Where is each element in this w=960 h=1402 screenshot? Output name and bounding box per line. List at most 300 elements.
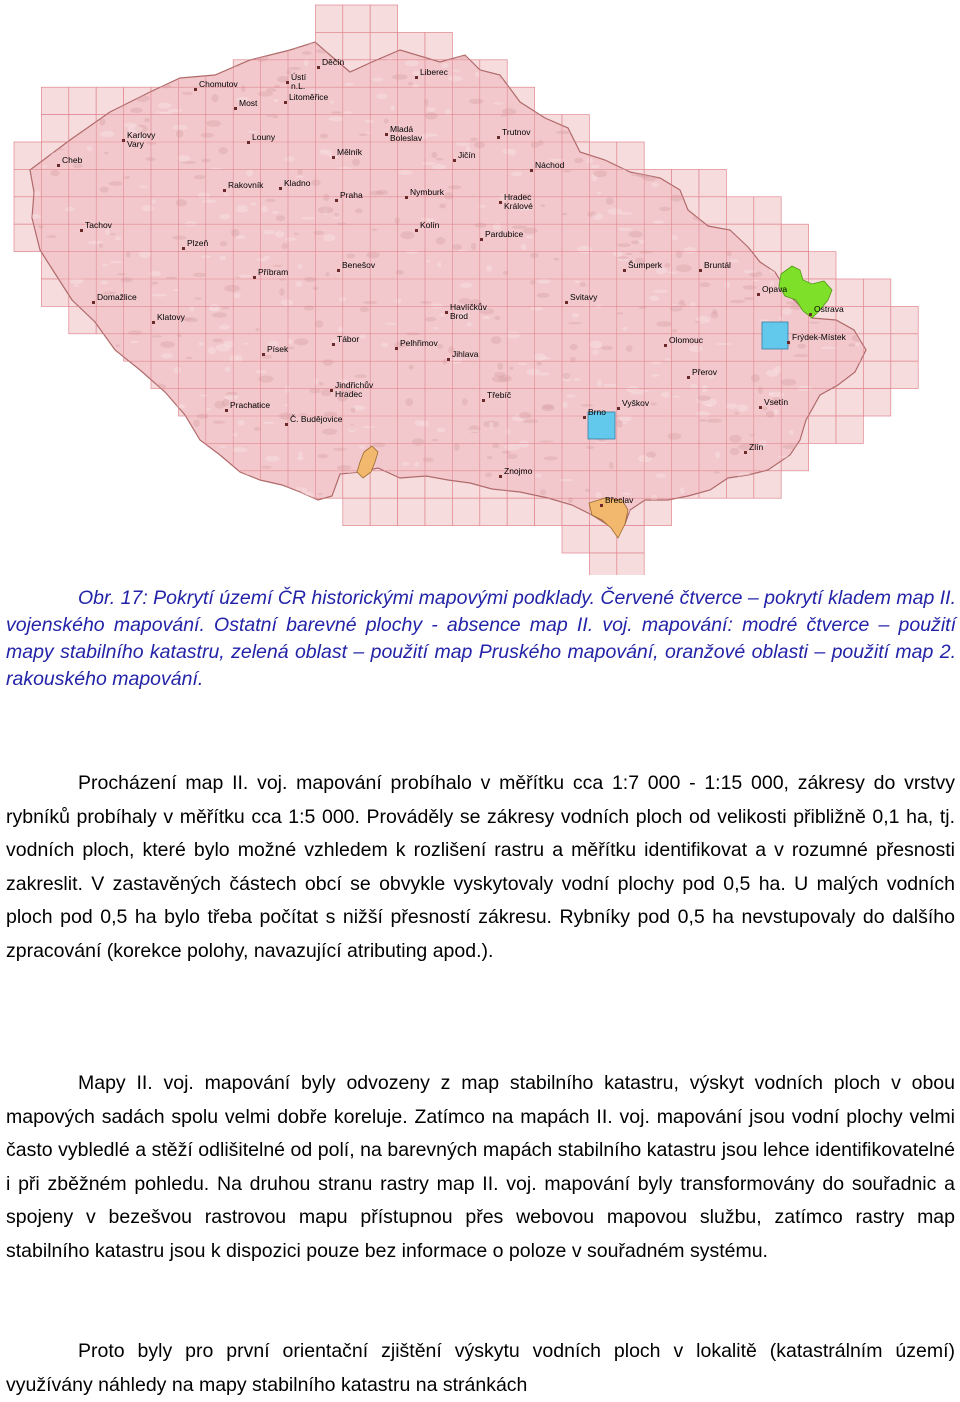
- relief-mark: [628, 231, 642, 237]
- relief-mark: [412, 438, 424, 446]
- relief-mark: [698, 395, 711, 400]
- relief-mark: [459, 283, 472, 288]
- city-marker: [385, 133, 388, 136]
- relief-mark: [492, 443, 499, 448]
- relief-mark: [471, 243, 476, 250]
- relief-mark: [390, 105, 395, 111]
- city-marker: [530, 169, 533, 172]
- city-label: Kolín: [420, 220, 440, 230]
- city-label: Třebíč: [487, 390, 512, 400]
- relief-mark: [743, 285, 757, 290]
- relief-mark: [285, 385, 291, 393]
- relief-mark: [752, 279, 759, 281]
- relief-mark: [493, 102, 503, 105]
- relief-mark: [117, 273, 126, 275]
- relief-mark: [690, 302, 695, 308]
- relief-mark: [265, 456, 279, 462]
- relief-mark: [808, 322, 820, 324]
- relief-mark: [344, 83, 354, 86]
- relief-mark: [334, 213, 339, 217]
- city-label: Vyškov: [622, 398, 650, 408]
- relief-mark: [730, 259, 739, 263]
- relief-mark: [172, 236, 186, 240]
- stable-cadastre-square-north: [762, 322, 788, 349]
- relief-mark: [574, 280, 580, 283]
- relief-mark: [466, 322, 472, 326]
- relief-mark: [603, 384, 619, 387]
- relief-mark: [593, 170, 607, 177]
- relief-mark: [538, 140, 543, 146]
- city-label: Zlín: [749, 442, 764, 452]
- relief-mark: [381, 343, 388, 348]
- relief-mark: [487, 456, 492, 459]
- relief-mark: [246, 169, 253, 176]
- relief-mark: [202, 199, 217, 203]
- relief-mark: [661, 392, 670, 398]
- figure-caption: [6, 585, 956, 693]
- relief-mark: [498, 375, 511, 382]
- relief-mark: [730, 300, 745, 303]
- city-label: Rakovník: [228, 180, 264, 190]
- city-marker: [122, 139, 125, 142]
- relief-mark: [100, 187, 109, 193]
- map-sheet-square: [343, 5, 370, 32]
- relief-mark: [655, 474, 666, 478]
- city-marker: [583, 416, 586, 419]
- map-sheet-square: [69, 87, 96, 114]
- relief-mark: [160, 341, 175, 348]
- city-label: Přerov: [692, 367, 718, 377]
- relief-mark: [139, 185, 148, 188]
- map-sheet-square: [315, 5, 342, 32]
- relief-mark: [541, 405, 554, 411]
- city-marker: [499, 475, 502, 478]
- relief-mark: [590, 165, 599, 168]
- relief-mark: [296, 281, 303, 287]
- relief-mark: [254, 427, 261, 431]
- relief-mark: [700, 282, 711, 287]
- city-marker: [787, 341, 790, 344]
- map-sheet-square: [535, 498, 562, 525]
- relief-mark: [294, 338, 308, 345]
- relief-mark: [586, 446, 594, 449]
- relief-mark: [766, 369, 779, 376]
- relief-mark: [420, 301, 432, 304]
- city-marker: [600, 504, 603, 507]
- relief-mark: [298, 452, 303, 460]
- map-sheet-square: [836, 416, 863, 443]
- city-label: Pardubice: [485, 229, 524, 239]
- map-sheet-square: [754, 197, 781, 224]
- relief-mark: [797, 344, 806, 349]
- relief-mark: [559, 479, 574, 482]
- relief-mark: [385, 323, 398, 325]
- city-label: Opava: [762, 284, 788, 294]
- relief-mark: [128, 330, 142, 334]
- relief-mark: [431, 152, 437, 158]
- relief-mark: [233, 293, 241, 298]
- relief-mark: [518, 441, 529, 448]
- relief-mark: [468, 430, 481, 432]
- relief-mark: [456, 142, 470, 146]
- relief-mark: [359, 134, 368, 136]
- relief-mark: [302, 51, 311, 55]
- relief-mark: [538, 372, 550, 375]
- relief-mark: [224, 285, 239, 292]
- map-sheet-square: [562, 526, 589, 553]
- map-sheet-square: [836, 279, 863, 306]
- relief-mark: [331, 111, 342, 113]
- relief-mark: [333, 448, 347, 451]
- relief-mark: [590, 341, 602, 349]
- relief-mark: [639, 251, 652, 254]
- relief-mark: [436, 158, 444, 160]
- relief-mark: [121, 277, 133, 282]
- relief-mark: [401, 231, 415, 239]
- map-sheet-square: [425, 32, 452, 59]
- city-marker: [447, 358, 450, 361]
- relief-mark: [448, 185, 461, 189]
- relief-mark: [540, 204, 545, 207]
- relief-mark: [646, 452, 656, 458]
- city-marker: [253, 276, 256, 279]
- city-marker: [664, 344, 667, 347]
- relief-mark: [320, 134, 328, 139]
- relief-mark: [462, 398, 468, 405]
- city-marker: [57, 164, 60, 167]
- relief-mark: [789, 430, 794, 435]
- relief-mark: [46, 235, 56, 238]
- relief-mark: [193, 273, 206, 277]
- relief-mark: [495, 316, 500, 320]
- relief-mark: [285, 237, 296, 241]
- map-sheet-square: [809, 252, 836, 279]
- relief-mark: [744, 270, 757, 274]
- map-sheet-square: [809, 416, 836, 443]
- relief-mark: [231, 229, 239, 237]
- relief-mark: [562, 373, 570, 379]
- relief-mark: [758, 386, 763, 394]
- city-marker: [482, 399, 485, 402]
- map-sheet-square: [452, 498, 479, 525]
- city-label: Tachov: [85, 220, 112, 230]
- city-label: Hradec Králové: [504, 192, 533, 211]
- relief-mark: [436, 237, 446, 245]
- relief-mark: [220, 214, 231, 220]
- relief-mark: [568, 322, 582, 324]
- relief-mark: [396, 270, 404, 275]
- map-sheet-square: [343, 32, 370, 59]
- relief-mark: [173, 289, 180, 291]
- relief-mark: [74, 284, 79, 286]
- city-label: Olomouc: [669, 335, 704, 345]
- city-label: Klatovy: [157, 312, 185, 322]
- relief-mark: [427, 107, 435, 111]
- relief-mark: [566, 395, 576, 398]
- relief-mark: [130, 108, 143, 113]
- relief-mark: [151, 335, 162, 337]
- city-label: Domažlice: [97, 292, 137, 302]
- relief-mark: [782, 308, 792, 315]
- relief-mark: [489, 422, 494, 430]
- relief-mark: [432, 439, 438, 441]
- relief-mark: [540, 489, 546, 495]
- relief-mark: [65, 207, 74, 212]
- map-sheet-square: [370, 5, 397, 32]
- city-marker: [497, 136, 500, 139]
- relief-mark: [161, 353, 172, 359]
- relief-mark: [315, 321, 323, 328]
- relief-mark: [213, 421, 225, 424]
- relief-mark: [276, 215, 286, 221]
- relief-mark: [219, 147, 228, 154]
- relief-mark: [667, 433, 681, 440]
- relief-mark: [351, 407, 356, 412]
- relief-mark: [486, 265, 492, 271]
- relief-mark: [619, 212, 632, 214]
- relief-mark: [855, 343, 860, 347]
- relief-mark: [158, 102, 172, 108]
- city-label: Brno: [588, 407, 606, 417]
- map-sheet-square: [891, 334, 918, 361]
- relief-mark: [194, 175, 205, 179]
- relief-mark: [176, 199, 187, 206]
- city-label: Děčín: [322, 57, 345, 67]
- relief-mark: [284, 404, 290, 407]
- relief-mark: [527, 369, 540, 376]
- relief-mark: [213, 338, 223, 342]
- relief-mark: [676, 264, 692, 272]
- relief-mark: [371, 228, 377, 230]
- relief-mark: [198, 192, 210, 199]
- relief-mark: [38, 225, 44, 229]
- city-label: Příbram: [258, 267, 289, 277]
- city-marker: [262, 353, 265, 356]
- relief-mark: [651, 361, 662, 364]
- relief-mark: [670, 195, 682, 202]
- relief-mark: [87, 146, 93, 151]
- relief-mark: [186, 357, 193, 360]
- relief-mark: [193, 420, 200, 427]
- relief-mark: [209, 304, 220, 312]
- city-marker: [194, 88, 197, 91]
- relief-mark: [220, 446, 226, 448]
- relief-mark: [537, 361, 542, 365]
- relief-mark: [706, 419, 722, 423]
- relief-mark: [737, 404, 748, 411]
- city-marker: [699, 269, 702, 272]
- paragraph-text: Mapy II. voj. mapování byly odvozeny z map stabilního katastru, výskyt vodních ploch v obou mapových sadách spolu velmi dobře koreluje. Zatímco na mapách II. voj. mapování jsou vodní plochy velmi často vybledlé a stěží odlišitelné od polí, na barevných mapách stabilního katastru jsou lehce identifikovatelné i při zběžném pohledu. Na druhou stranu rastry map II. voj. mapování byly transformovány do souřadnic a spojeny v bezešvou rastrovou mapu přístupnou přes webovou mapovou službu, zatímco rastry map stabilního katastru jsou k dispozici pouze bez informace o poloze v souřadném systému.: [6, 1072, 955, 1262]
- relief-mark: [413, 84, 419, 89]
- relief-mark: [223, 193, 229, 195]
- city-label: Písek: [267, 344, 289, 354]
- city-marker: [247, 141, 250, 144]
- city-label: Znojmo: [504, 466, 533, 476]
- relief-mark: [50, 170, 59, 176]
- city-marker: [445, 311, 448, 314]
- relief-mark: [281, 299, 293, 306]
- relief-mark: [715, 451, 720, 458]
- relief-mark: [88, 241, 104, 245]
- relief-mark: [518, 363, 528, 366]
- relief-mark: [279, 288, 284, 296]
- relief-mark: [445, 109, 451, 116]
- relief-mark: [392, 74, 408, 79]
- relief-mark: [220, 241, 228, 246]
- relief-mark: [152, 294, 167, 297]
- relief-mark: [595, 492, 601, 499]
- relief-mark: [352, 159, 360, 167]
- relief-mark: [452, 244, 462, 250]
- relief-mark: [505, 443, 521, 450]
- relief-mark: [301, 217, 315, 220]
- relief-mark: [115, 236, 122, 240]
- city-marker: [182, 247, 185, 250]
- map-sheet-square: [343, 498, 370, 525]
- city-marker: [234, 107, 237, 110]
- relief-mark: [448, 76, 463, 82]
- relief-mark: [208, 347, 216, 355]
- relief-mark: [526, 236, 534, 239]
- city-marker: [92, 301, 95, 304]
- city-label: Náchod: [535, 160, 565, 170]
- relief-mark: [426, 260, 430, 263]
- city-label: Svitavy: [570, 292, 598, 302]
- city-marker: [617, 407, 620, 410]
- relief-mark: [314, 378, 318, 385]
- relief-mark: [348, 425, 355, 432]
- relief-mark: [395, 217, 400, 224]
- relief-mark: [272, 211, 279, 214]
- relief-mark: [376, 190, 388, 195]
- city-marker: [286, 81, 289, 84]
- relief-mark: [263, 422, 275, 424]
- relief-mark: [328, 116, 344, 121]
- city-label: Mladá Boleslav: [390, 124, 423, 143]
- relief-mark: [360, 334, 366, 339]
- city-label: Liberec: [420, 67, 448, 77]
- map-sheet-square: [863, 334, 890, 361]
- relief-mark: [439, 313, 444, 316]
- relief-mark: [531, 306, 543, 310]
- map-sheet-square: [398, 498, 425, 525]
- relief-mark: [523, 419, 538, 423]
- relief-mark: [502, 108, 516, 115]
- city-marker: [330, 389, 333, 392]
- relief-mark: [313, 231, 324, 235]
- relief-mark: [656, 321, 671, 327]
- relief-mark: [751, 374, 760, 382]
- relief-mark: [221, 307, 229, 310]
- relief-mark: [595, 442, 609, 444]
- relief-mark: [562, 402, 568, 408]
- city-marker: [335, 199, 338, 202]
- relief-mark: [570, 344, 578, 350]
- relief-mark: [649, 296, 659, 302]
- relief-mark: [707, 404, 712, 407]
- relief-mark: [347, 253, 355, 258]
- relief-mark: [436, 428, 445, 433]
- relief-mark: [431, 303, 443, 308]
- relief-mark: [288, 339, 293, 345]
- relief-mark: [716, 343, 731, 345]
- relief-mark: [684, 247, 696, 254]
- relief-mark: [174, 367, 182, 374]
- relief-mark: [793, 354, 809, 357]
- relief-mark: [409, 365, 414, 370]
- relief-mark: [297, 264, 302, 269]
- city-label: Chomutov: [199, 79, 238, 89]
- relief-mark: [322, 428, 337, 434]
- relief-mark: [672, 329, 678, 333]
- relief-mark: [395, 298, 401, 303]
- relief-mark: [144, 118, 149, 123]
- relief-mark: [562, 213, 567, 216]
- relief-mark: [592, 213, 603, 220]
- city-marker: [337, 269, 340, 272]
- relief-mark: [425, 317, 437, 321]
- relief-mark: [491, 336, 502, 344]
- relief-mark: [336, 223, 346, 225]
- relief-mark: [182, 92, 193, 95]
- relief-mark: [556, 131, 572, 134]
- relief-mark: [206, 408, 211, 411]
- relief-mark: [323, 359, 334, 366]
- relief-mark: [582, 305, 591, 307]
- city-label: Břeclav: [605, 495, 634, 505]
- relief-mark: [617, 312, 623, 315]
- city-label: Havlíčkův Brod: [450, 302, 487, 321]
- map-sheet-square: [617, 553, 644, 575]
- relief-mark: [236, 274, 251, 277]
- map-sheet-square: [754, 471, 781, 498]
- relief-mark: [597, 191, 601, 194]
- relief-mark: [177, 155, 190, 162]
- relief-mark: [104, 152, 109, 155]
- relief-mark: [506, 454, 517, 459]
- relief-mark: [145, 157, 155, 161]
- relief-mark: [744, 297, 754, 300]
- relief-mark: [142, 205, 154, 211]
- relief-mark: [470, 138, 478, 142]
- relief-mark: [652, 290, 667, 293]
- city-label: Ústí n.L.: [291, 72, 307, 91]
- relief-mark: [318, 206, 334, 213]
- map-sheet-square: [754, 224, 781, 251]
- relief-mark: [99, 119, 105, 126]
- city-label: Pelhřimov: [400, 338, 438, 348]
- relief-mark: [344, 111, 352, 115]
- relief-mark: [264, 256, 271, 259]
- relief-mark: [433, 327, 438, 330]
- relief-mark: [294, 233, 299, 235]
- relief-mark: [623, 422, 628, 424]
- relief-mark: [725, 282, 731, 289]
- relief-mark: [288, 67, 300, 70]
- relief-mark: [469, 99, 483, 104]
- city-marker: [757, 293, 760, 296]
- relief-mark: [848, 343, 855, 346]
- relief-mark: [282, 243, 288, 249]
- relief-mark: [377, 93, 388, 99]
- relief-mark: [319, 382, 324, 385]
- map-sheet-square: [699, 169, 726, 196]
- caption-text: Obr. 17: Pokrytí území ČR historickými mapovými podklady. Červené čtverce – pokrytí kladem map II. vojenského mapování. Ostatní barevné plochy - absence map II. voj. mapování: modré čtverce – použití mapy stabilního katastru, zelená oblast – použití map Pruského mapování, oranžové oblasti – použití map 2. rakouského mapování.: [6, 587, 956, 690]
- relief-mark: [444, 192, 453, 199]
- relief-mark: [405, 60, 419, 67]
- relief-mark: [509, 367, 513, 370]
- city-marker: [565, 301, 568, 304]
